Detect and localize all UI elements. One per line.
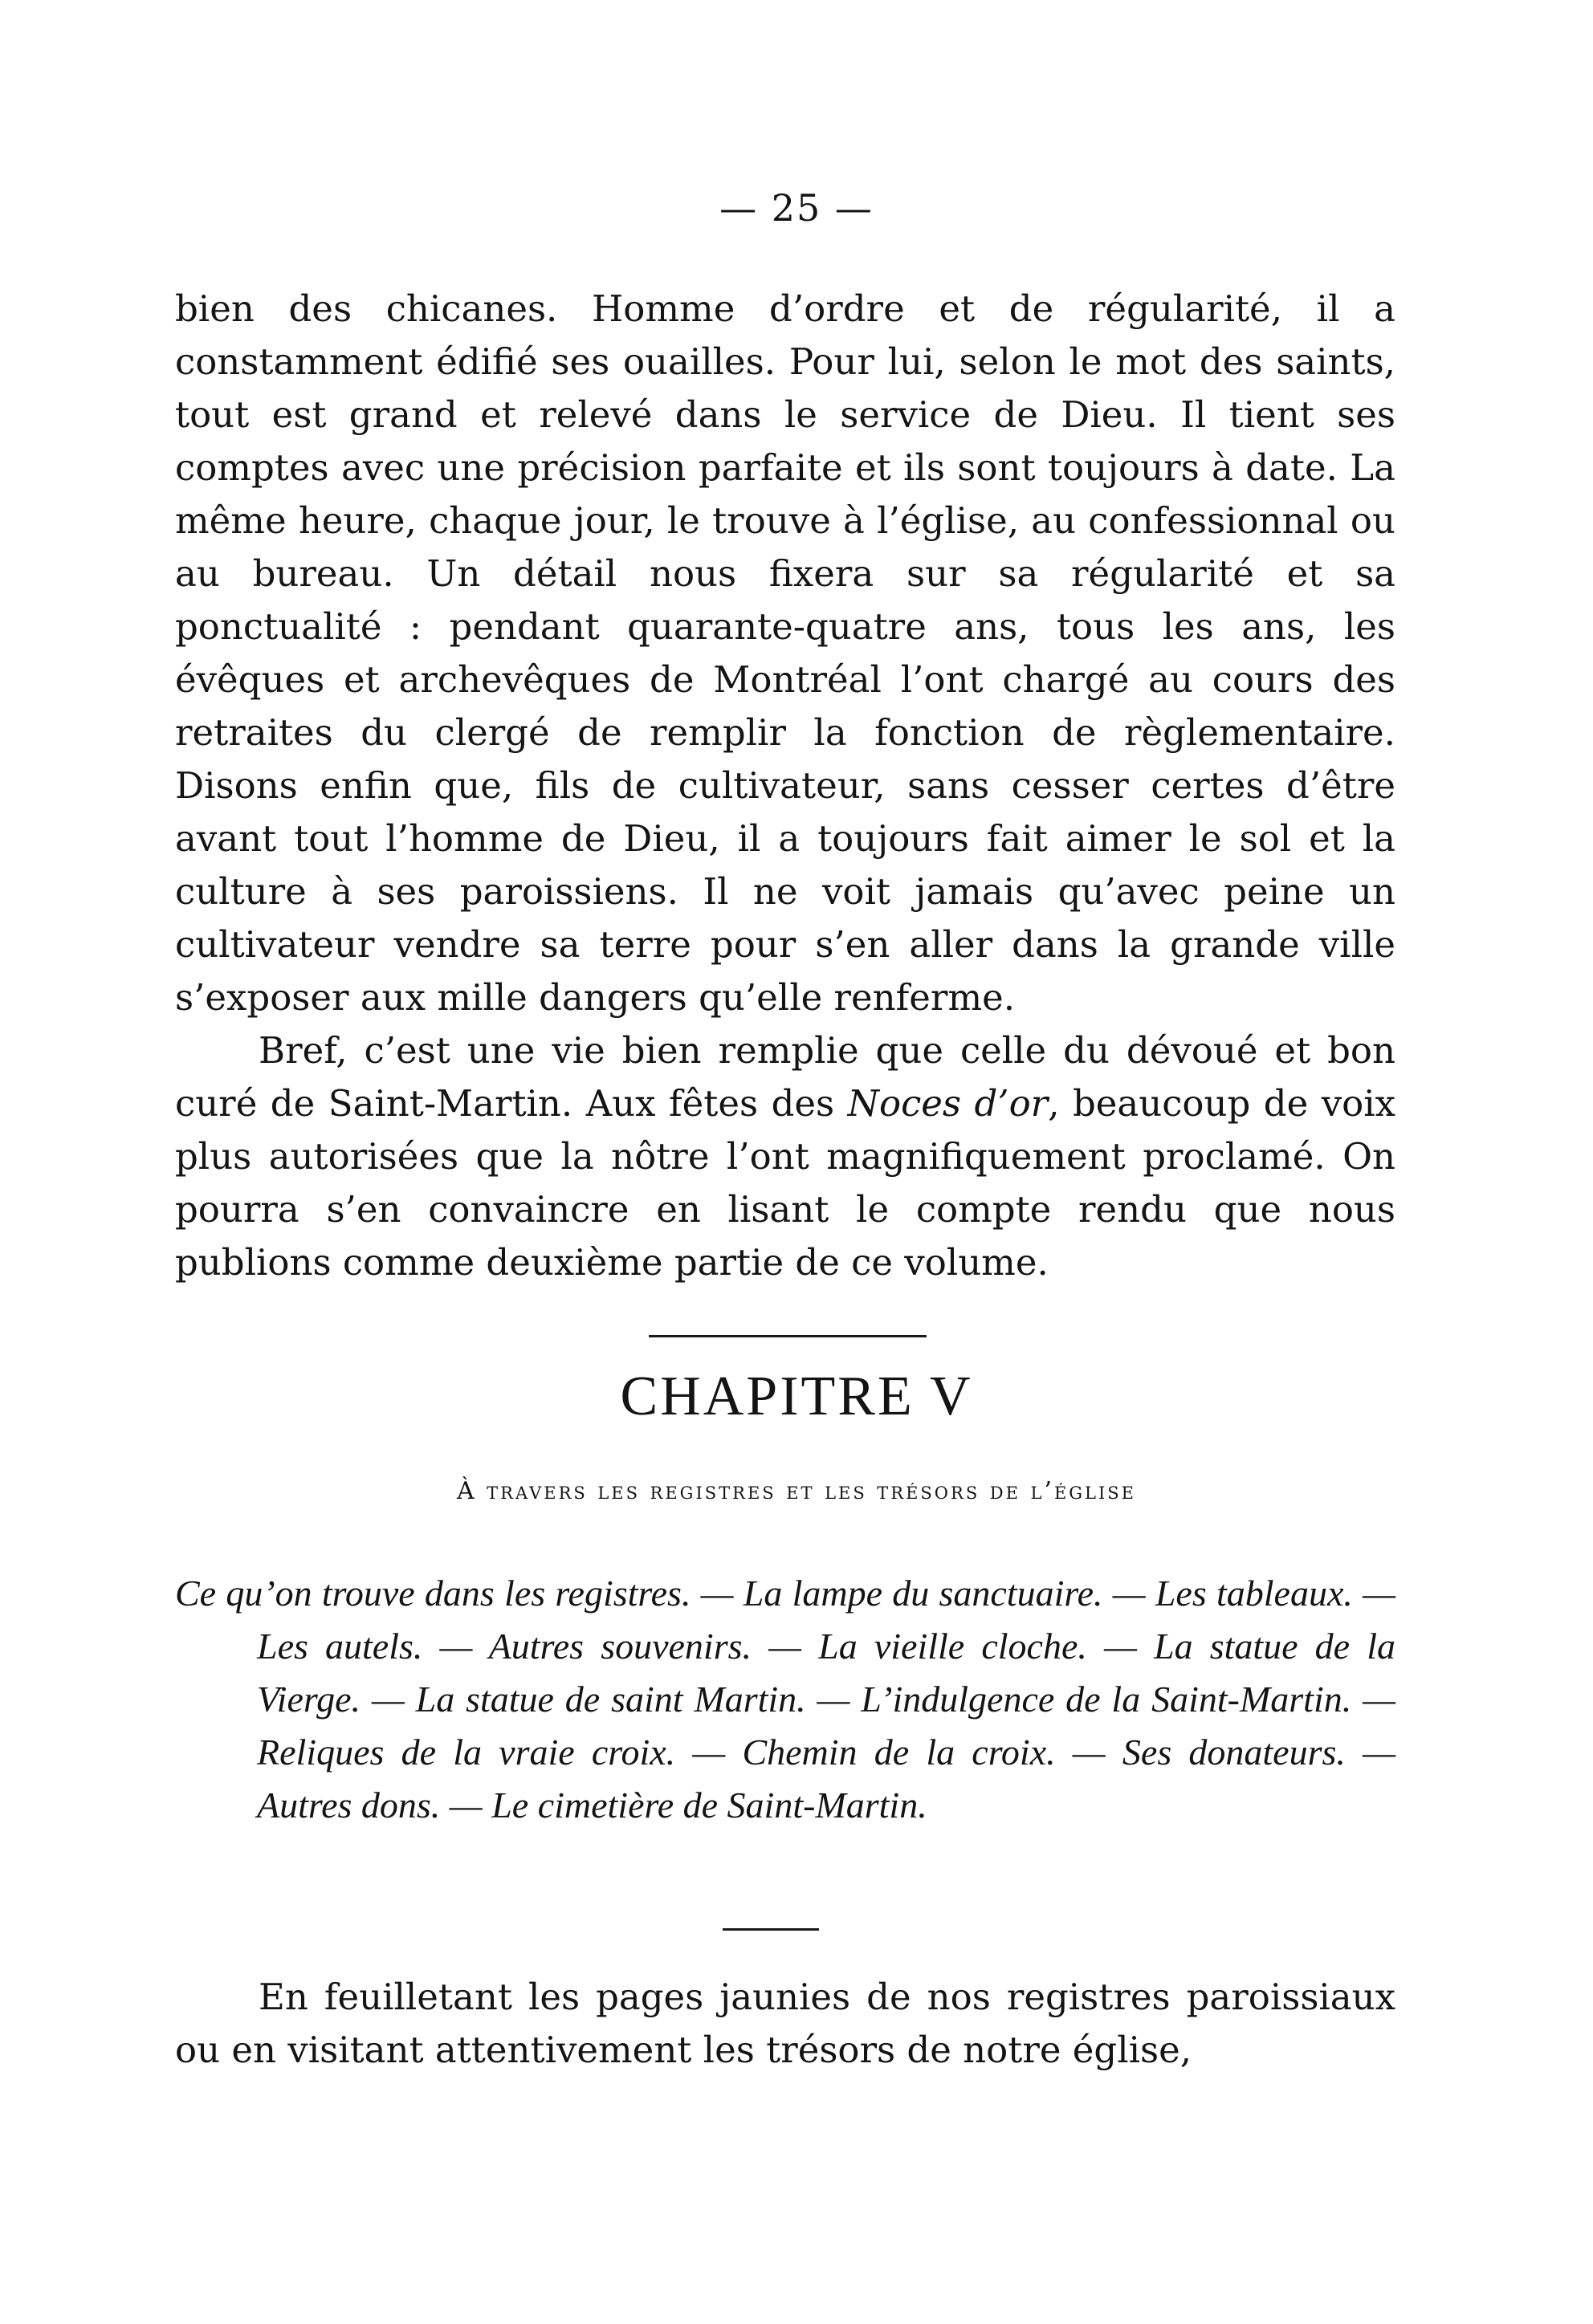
italic-title: Noces d’or (847, 1082, 1049, 1125)
chapter-title: CHAPITRE V (620, 1366, 973, 1427)
body-text-top (175, 283, 1395, 1289)
paragraph-text: , beaucoup de voix plus autorisées que la nôtre l’ont magnifiquement proclamé. On pourra s’en convaincre en lisant le compte rendu que nous publions comme deuxième partie de ce volume. (175, 1082, 1395, 1284)
paragraph: En feuilletant les pages jaunies de nos registres paroissiaux ou en visitant attentivement les trésors de notre église, (175, 1976, 1395, 2071)
body-text-bottom (175, 1971, 1395, 2077)
page-number: — 25 — (719, 186, 874, 230)
chapter-summary: Ce qu’on trouve dans les registres. — La lampe du sanctuaire. — Les tableaux. — Les autels. — Autres souvenirs. — La vieille cloche. — La statue de la Vierge. — La statue de saint Martin. — L’indulgence de la Saint-Martin. — Reliques de la vraie croix. — Chemin de la croix. — Ses donateurs. — Autres dons. — Le cimetière de Saint-Martin. (175, 1573, 1395, 1825)
paragraph (175, 1024, 1395, 1289)
summary-divider (723, 1928, 819, 1931)
paragraph-text: Bref, c’est une vie bien remplie que celle du dévoué et bon curé de Saint-Martin. Aux fêtes des (175, 1029, 1395, 1125)
paragraph: bien des chicanes. Homme d’ordre et de régularité, il a constamment édifié ses ouailles. Pour lui, selon le mot des saints, tout est grand et relevé dans le service de Dieu. Il tient ses comptes avec une précision parfaite et ils sont toujours à date. La même heure, chaque jour, le trouve à l’église, au confessionnal ou au bureau. Un détail nous fixera sur sa régularité et sa ponctualité : pendant quarante-quatre ans, tous les ans, les évêques et archevêques de Montréal l’ont chargé au cours des retraites du clergé de remplir la fonction de règlementaire. Disons enfin que, fils de cultivateur, sans cesser certes d’être avant tout l’homme de Dieu, il a toujours fait aimer le sol et la culture à ses paroissiens. Il ne voit jamais qu’avec peine un cultivateur vendre sa terre pour s’en aller dans la grande ville s’exposer aux mille dangers qu’elle renferme. (175, 287, 1395, 1019)
section-divider (649, 1335, 927, 1337)
chapter-subtitle: À travers les registres et les trésors de l’église (456, 1477, 1137, 1505)
